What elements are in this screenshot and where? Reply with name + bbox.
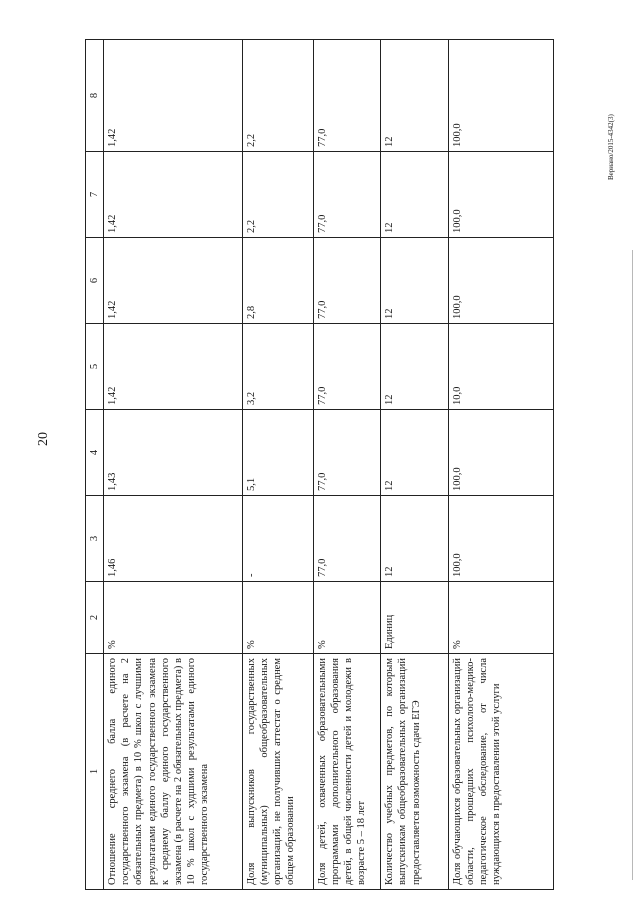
value-cell: 100,0	[448, 496, 553, 582]
unit-cell: Единиц	[381, 582, 448, 654]
value-cell: 12	[381, 238, 448, 324]
value-cell: 77,0	[314, 324, 381, 410]
column-header: 4	[86, 410, 104, 496]
table-row	[314, 40, 381, 890]
value-cell: 100,0	[448, 410, 553, 496]
column-header: 2	[86, 582, 104, 654]
value-cell: 5,1	[242, 410, 313, 496]
indicator-name: Доля выпускников государственных (муниципальных) общеобразовательных организаций, не получивших аттестат о среднем общем образовании	[242, 654, 313, 890]
page-number: 20	[36, 432, 51, 446]
value-cell: 77,0	[314, 410, 381, 496]
value-cell: 100,0	[448, 40, 553, 152]
value-cell: 12	[381, 152, 448, 238]
value-cell: 2,8	[242, 238, 313, 324]
column-header: 6	[86, 238, 104, 324]
indicator-name: Доля обучающихся образовательных организаций области, прошедших психолого-медико-педагогическое обследование, от числа нуждающихся в предоставлении этой услуги	[448, 654, 553, 890]
table-header-row	[86, 40, 104, 890]
value-cell: 1,42	[104, 40, 243, 152]
table-row	[104, 40, 243, 890]
value-cell: 12	[381, 496, 448, 582]
table-row	[448, 40, 553, 890]
scan-edge-line	[632, 250, 633, 880]
indicator-name: Количество учебных предметов, по которым выпускникам общеобразовательных организаций предоставляется возможность сдачи ЕГЭ	[381, 654, 448, 890]
value-cell: 12	[381, 40, 448, 152]
value-cell: 1,42	[104, 152, 243, 238]
table-row	[381, 40, 448, 890]
unit-cell: %	[104, 582, 243, 654]
value-cell: 2,2	[242, 152, 313, 238]
value-cell: 3,2	[242, 324, 313, 410]
value-cell: 10,0	[448, 324, 553, 410]
indicator-name: Доля детей, охваченных образовательными программами дополнительного образования детей, в общей численности детей и молодежи в возрасте 5 – 18 лет	[314, 654, 381, 890]
column-header: 7	[86, 152, 104, 238]
value-cell: 1,42	[104, 238, 243, 324]
value-cell: 1,42	[104, 324, 243, 410]
unit-cell: %	[448, 582, 553, 654]
column-header: 3	[86, 496, 104, 582]
document-code: Вериано/2015-4342(3)	[607, 114, 615, 180]
value-cell: 77,0	[314, 496, 381, 582]
rotated-table-container	[85, 40, 554, 890]
table-row	[242, 40, 313, 890]
column-header: 1	[86, 654, 104, 890]
indicator-name: Отношение среднего балла единого государственного экзамена (в расчете на 2 обязательных предмета) в 10 % школ с лучшими результатами единого государственного экзамена к среднему баллу единого государственного экзамена (в расчете на 2 обязательных предмета) в 10 % школ с худшими результатами единого государственного экзамена	[104, 654, 243, 890]
value-cell: 100,0	[448, 238, 553, 324]
unit-cell: %	[242, 582, 313, 654]
value-cell: 2,2	[242, 40, 313, 152]
value-cell: 1,46	[104, 496, 243, 582]
column-header: 8	[86, 40, 104, 152]
unit-cell: %	[314, 582, 381, 654]
value-cell: -	[242, 496, 313, 582]
value-cell: 77,0	[314, 238, 381, 324]
value-cell: 1,43	[104, 410, 243, 496]
value-cell: 12	[381, 410, 448, 496]
indicators-table	[85, 39, 554, 890]
value-cell: 100,0	[448, 152, 553, 238]
value-cell: 77,0	[314, 40, 381, 152]
value-cell: 12	[381, 324, 448, 410]
value-cell: 77,0	[314, 152, 381, 238]
column-header: 5	[86, 324, 104, 410]
